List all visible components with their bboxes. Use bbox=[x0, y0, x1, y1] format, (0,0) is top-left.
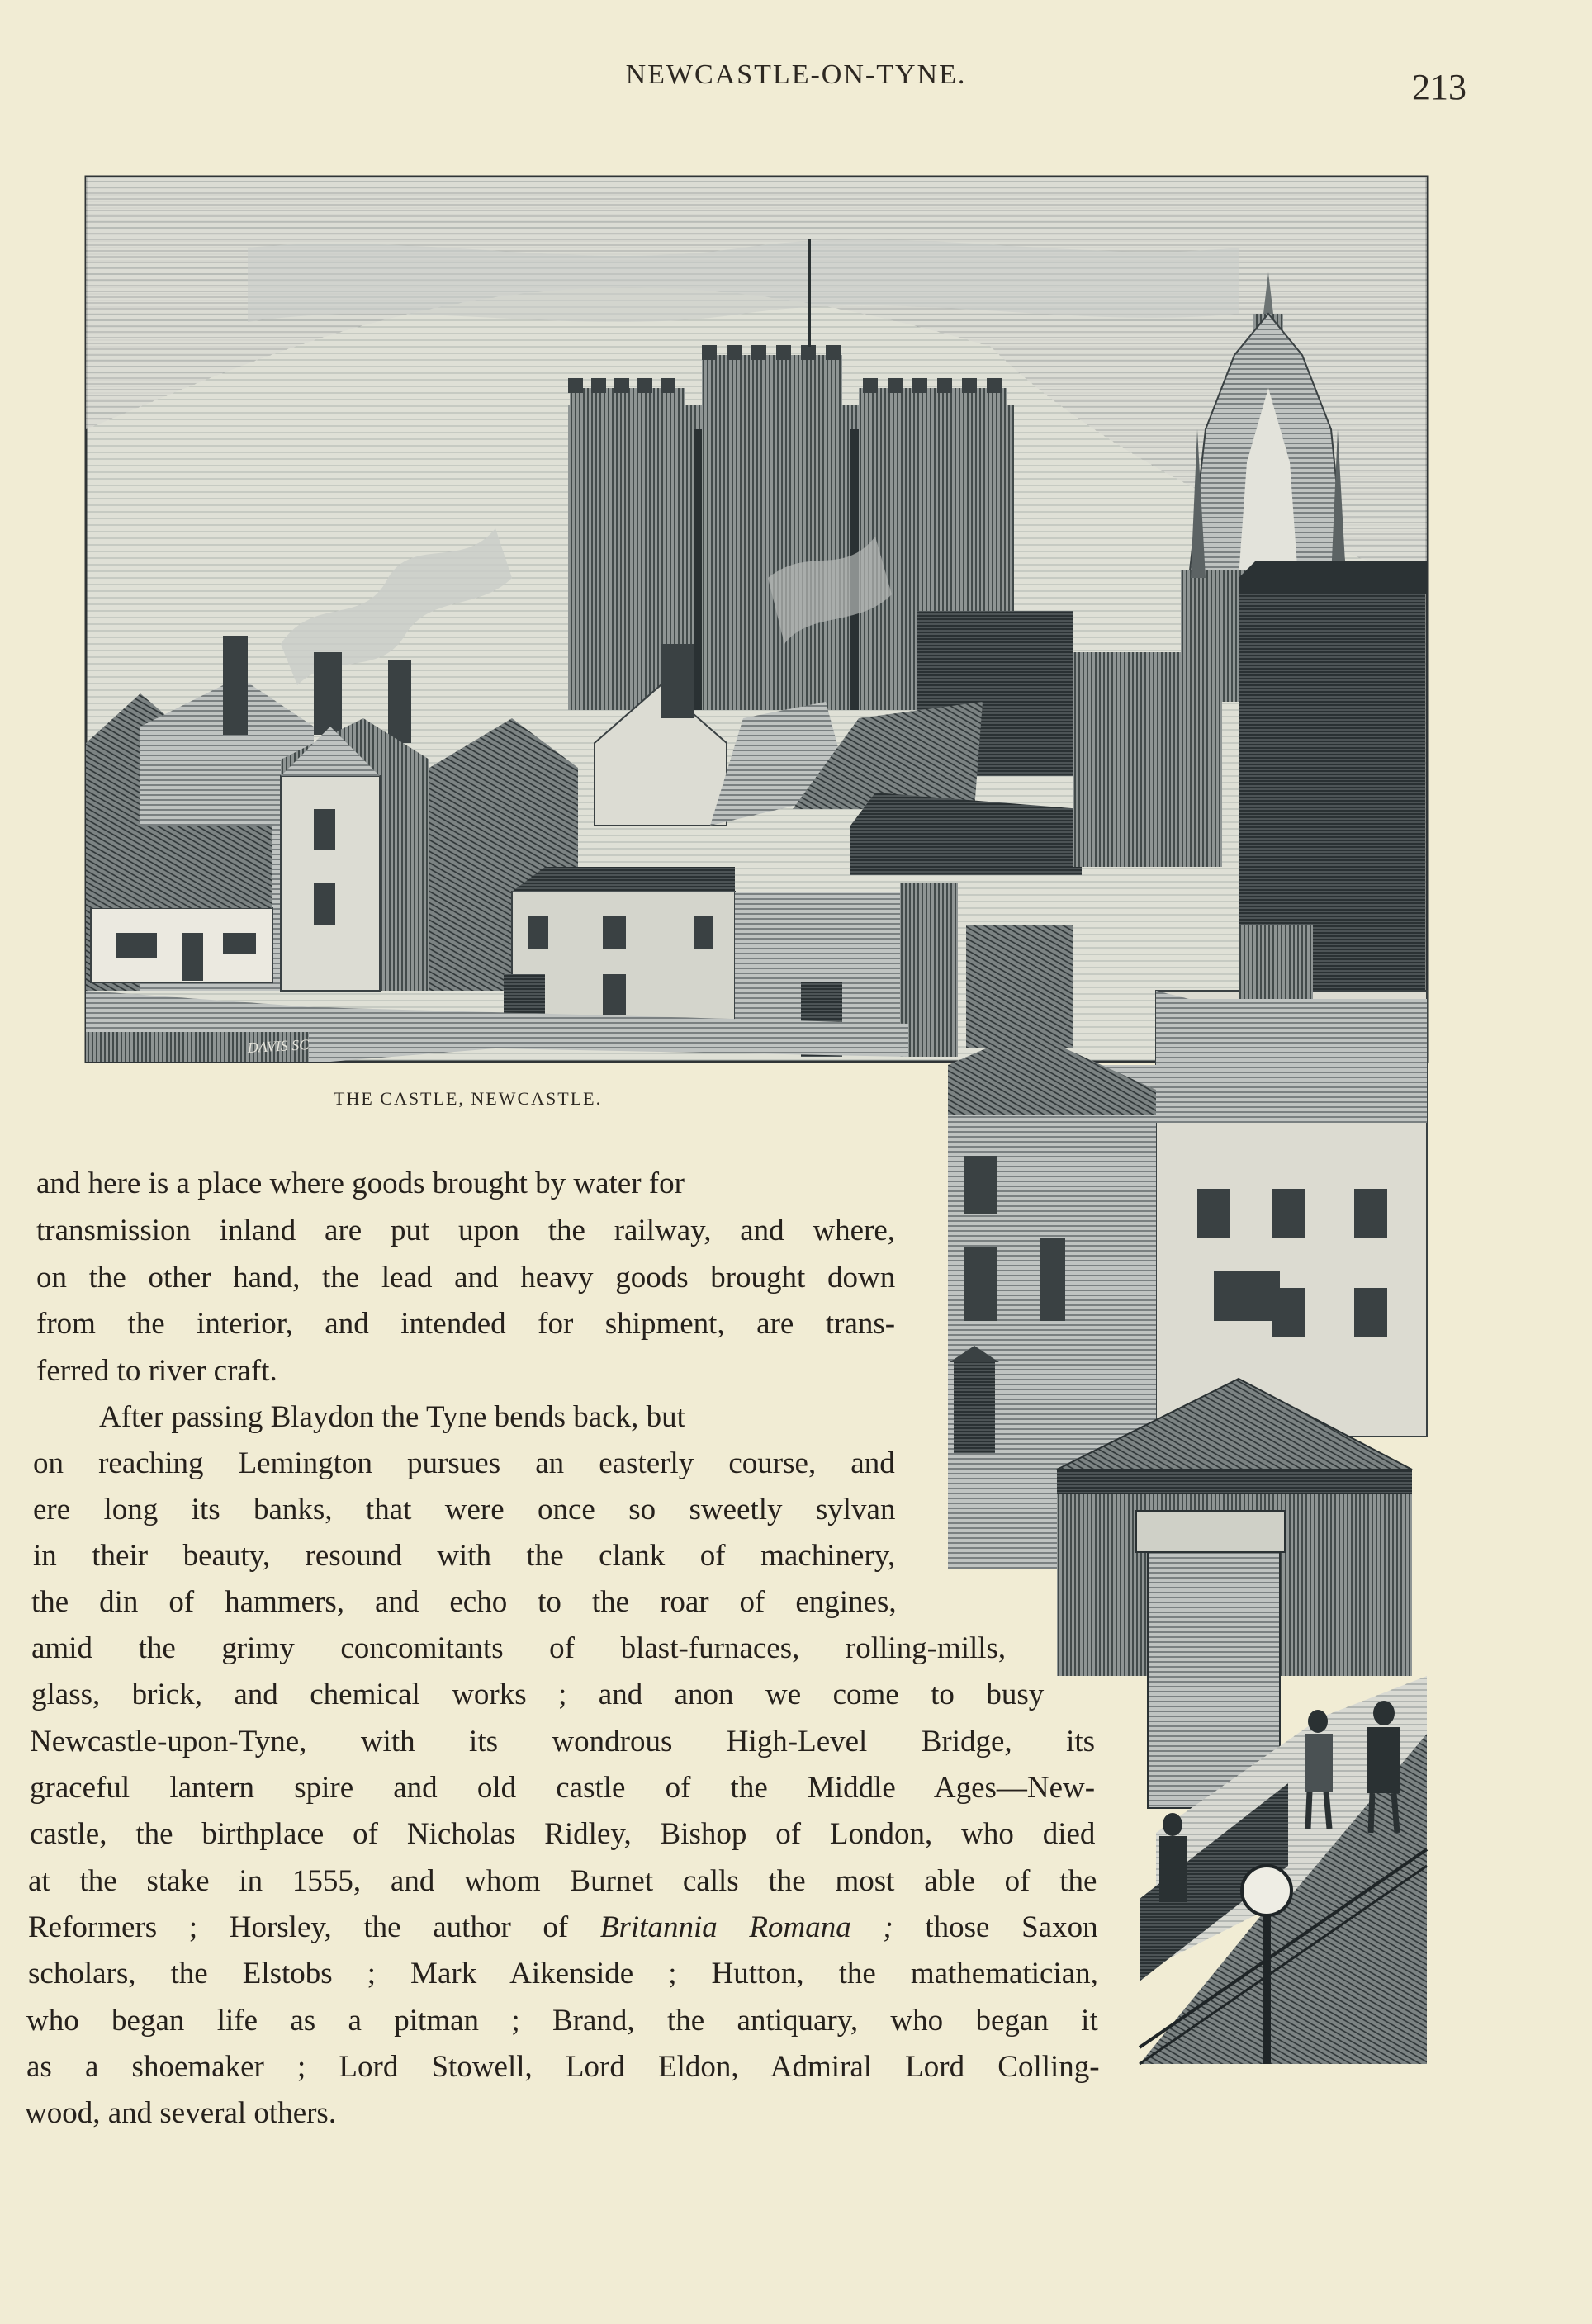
body-line bbox=[28, 1912, 1098, 1943]
body-line: in their beauty, resound with the clank of machinery, bbox=[33, 1539, 896, 1573]
page-number: 213 bbox=[1412, 67, 1466, 107]
line-text: Reformers ; Horsley, the author of bbox=[28, 1910, 600, 1944]
body-line: Newcastle-upon-Tyne, with its wondrous High-Level Bridge, its bbox=[30, 1725, 1096, 1758]
body-line: transmission inland are put upon the railway, and where, bbox=[36, 1214, 896, 1247]
running-head: NEWCASTLE-ON-TYNE. bbox=[625, 59, 967, 90]
body-line: ferred to river craft. bbox=[36, 1354, 277, 1388]
body-line: at the stake in 1555, and whom Burnet calls the most able of the bbox=[28, 1864, 1097, 1898]
body-line: amid the grimy concomitants of blast-furnaces, rolling-mills, bbox=[31, 1631, 1007, 1665]
body-line: scholars, the Elstobs ; Mark Aikenside ; Hutton, the mathematician, bbox=[28, 1957, 1098, 1990]
body-line: from the interior, and intended for shipment, are trans- bbox=[36, 1307, 896, 1341]
line-text: those Saxon bbox=[893, 1910, 1098, 1944]
body-line: glass, brick, and chemical works ; and anon we come to busy bbox=[31, 1678, 1045, 1711]
body-line: graceful lantern spire and old castle of the Middle Ages—New- bbox=[30, 1771, 1096, 1805]
body-line: ere long its banks, that were once so sweetly sylvan bbox=[33, 1493, 896, 1526]
body-line: wood, and several others. bbox=[25, 2096, 337, 2130]
figure-caption: THE CASTLE, NEWCASTLE. bbox=[334, 1088, 603, 1109]
engraver-mark: DAVIS SC bbox=[247, 1036, 310, 1056]
body-line: and here is a place where goods brought by water for bbox=[36, 1167, 685, 1200]
body-line: who began life as a pitman ; Brand, the antiquary, who began it bbox=[26, 2004, 1098, 2038]
body-line: castle, the birthplace of Nicholas Ridley, Bishop of London, who died bbox=[30, 1817, 1096, 1851]
body-line: the din of hammers, and echo to the roar of engines, bbox=[31, 1585, 897, 1619]
italic-title: Britannia Romana ; bbox=[599, 1910, 893, 1944]
body-line: After passing Blaydon the Tyne bends back, but bbox=[99, 1400, 685, 1434]
body-line: on the other hand, the lead and heavy goods brought down bbox=[36, 1261, 896, 1295]
body-line: as a shoemaker ; Lord Stowell, Lord Eldon, Admiral Lord Colling- bbox=[26, 2050, 1100, 2084]
body-line: on reaching Lemington pursues an easterly course, and bbox=[33, 1446, 895, 1480]
